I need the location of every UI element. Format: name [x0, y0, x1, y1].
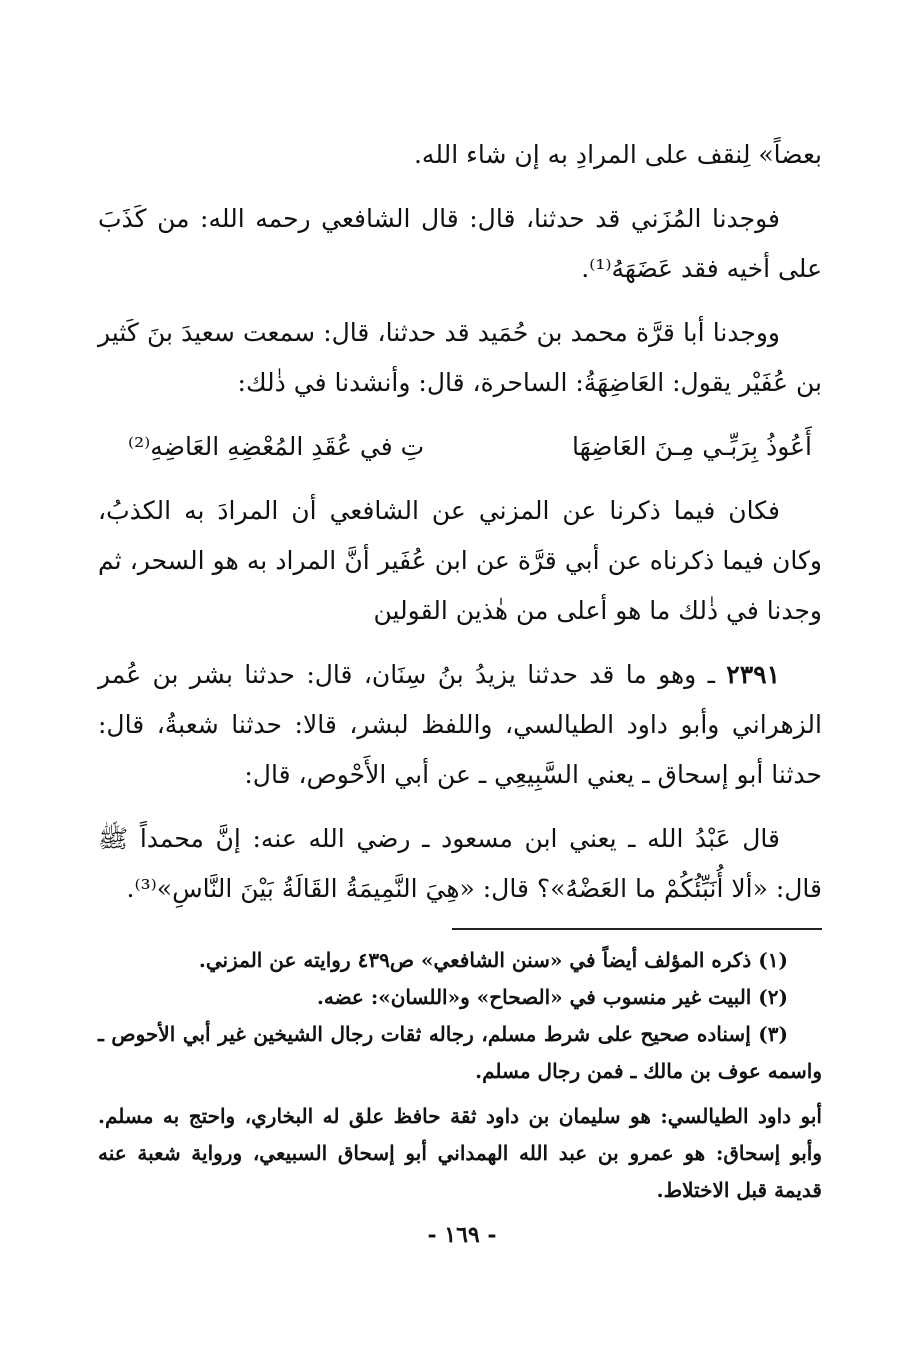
verse-second-hemistich: تِ في عُقَدِ المُعْضِهِ العَاضِهِ⁽²⁾: [128, 432, 425, 461]
hadith-chain-text: ـ وهو ما قد حدثنا يزيدُ بنُ سِنَان، قال: حدثنا بشر بن عُمر الزهراني وأبو داود الطيالسي، واللفظ لبشر، قالا: حدثنا شعبةُ، قال: حدثنا أبو إسحاق ـ يعني السَّبِيعِي ـ عن أبي الأَحْوص، قال:: [98, 660, 822, 789]
page-content: [98, 130, 822, 1209]
paragraph-hadith-chain: [98, 650, 822, 800]
footnote-divider: [452, 928, 822, 930]
paragraph-muzani: فوجدنا المُزَني قد حدثنا، قال: قال الشافعي رحمه الله: من كَذَبَ على أخيه فقد عَضَهَهُ⁽¹⁾.: [98, 204, 822, 283]
poem-verse: [98, 422, 822, 472]
footnote-2: (٢) البيت غير منسوب في «الصحاح» و«اللسان»: عضه.: [316, 985, 788, 1009]
page-number: - ١٦٩ -: [427, 1222, 497, 1248]
paragraph-abu-qurra: ووجدنا أبا قرَّة محمد بن حُمَيد قد حدثنا، قال: سمعت سعيدَ بنَ كَثير بن عُفَيْر يقول: العَاضِهَةُ: الساحرة، قال: وأنشدنا في ذٰلك:: [98, 318, 822, 397]
footnote-3-continuation: أبو داود الطيالسي: هو سليمان بن داود ثقة حافظ علق له البخاري، واحتج به مسلم. وأبو إسحاق: هو عمرو بن عبد الله الهمداني أبو إسحاق السبيعي، ورواية شعبة عنه قديمة قبل الاختلاط.: [98, 1104, 822, 1202]
footnote-spacer: [98, 1090, 822, 1098]
verse-first-hemistich: أَعُوذُ بِرَبِّـي مِـنَ العَاضِهَا: [572, 432, 812, 461]
paragraph-conclusion: فكان فيما ذكرنا عن المزني عن الشافعي أن المرادَ به الكذبُ، وكان فيما ذكرناه عن أبي قرَّة عن ابن عُفَير أنَّ المراد به هو السحر، ثم وجدنا في ذٰلك ما هو أعلى من هٰذين القولين: [98, 496, 822, 625]
hadith-number: ٢٣٩١: [726, 660, 780, 689]
footnote-1: (١) ذكره المؤلف أيضاً في «سنن الشافعي» ص٤٣٩ روايته عن المزني.: [198, 948, 788, 972]
footnote-3: (٣) إسناده صحيح على شرط مسلم، رجاله ثقات رجال الشيخين غير أبي الأحوص ـ واسمه عوف بن مالك ـ فمن رجال مسلم.: [98, 1022, 822, 1083]
paragraph-continuation: بعضاً» لِنقف على المرادِ به إن شاء الله.: [413, 140, 822, 169]
paragraph-hadith-text: قال عَبْدُ الله ـ يعني ابن مسعود ـ رضي الله عنه: إنَّ محمداً ﷺ قال: «ألا أُنَبِّئُكُمْ ما العَضْهُ»؟ قال: «هِيَ النَّمِيمَةُ القَالَةُ بَيْنَ النَّاسِ»⁽³⁾.: [98, 824, 822, 903]
